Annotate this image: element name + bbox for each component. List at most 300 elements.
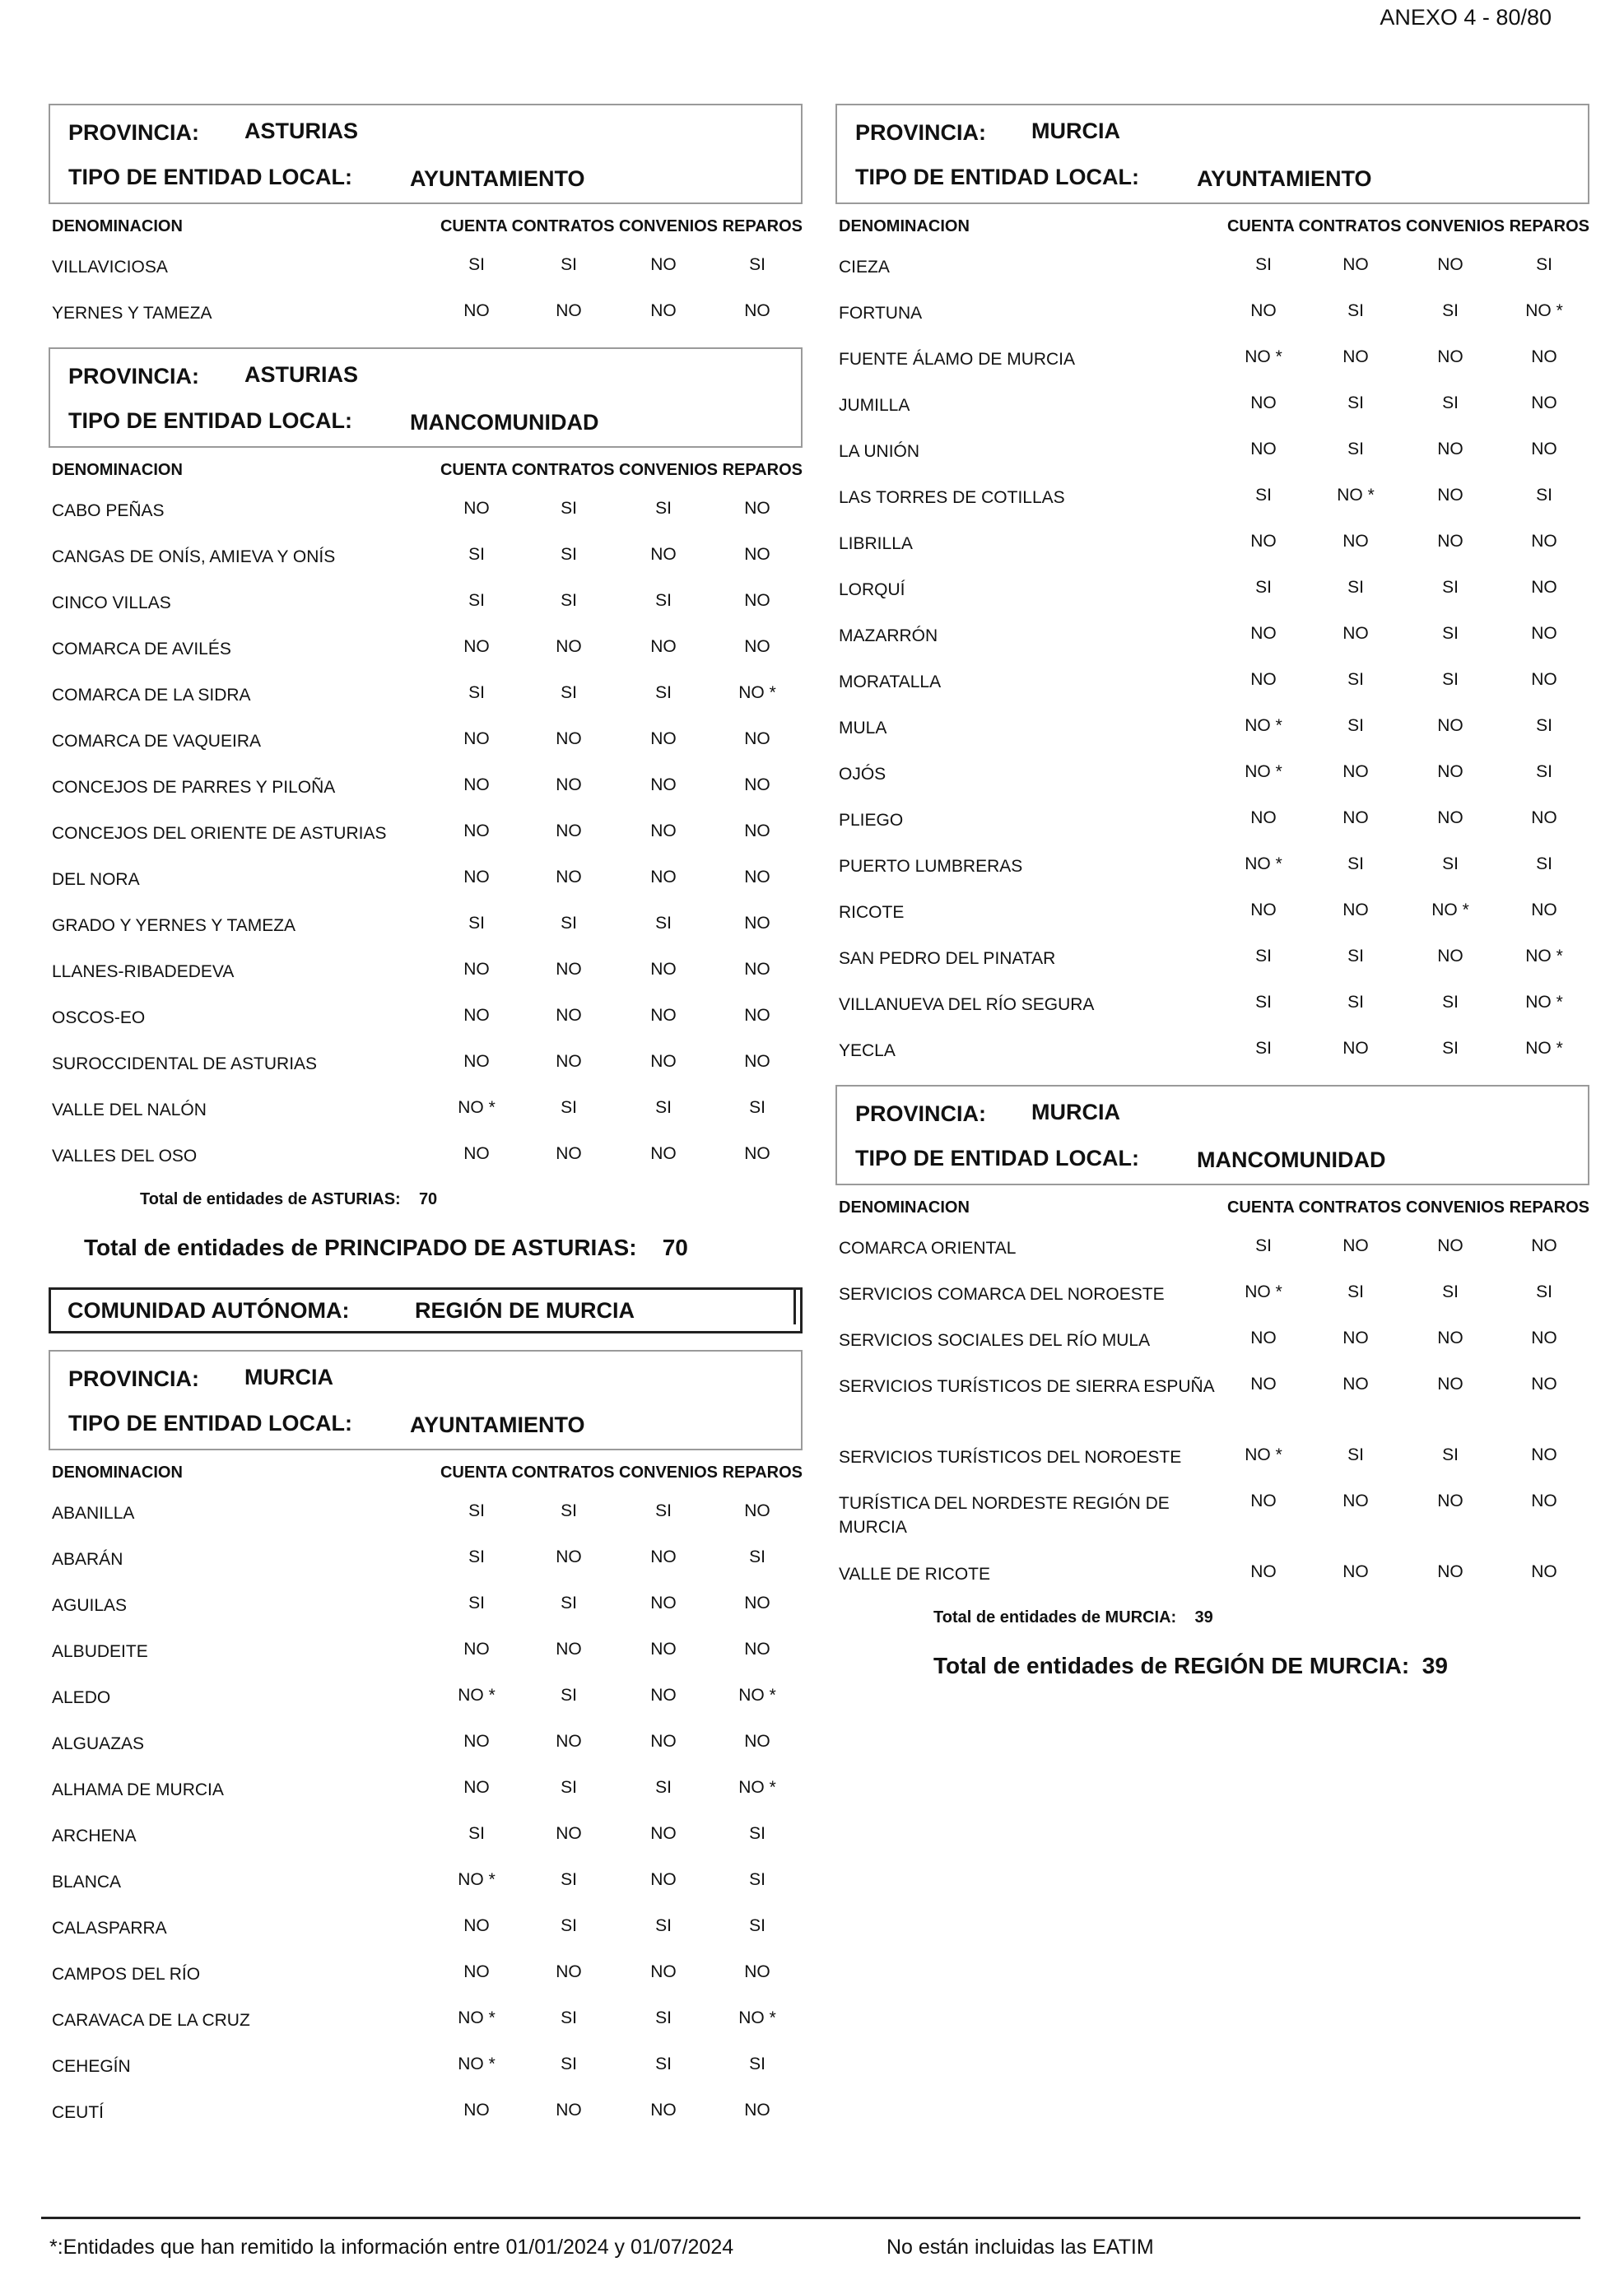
convenios-value: NO (1437, 716, 1463, 735)
entity-name: VALLES DEL OSO (52, 1147, 198, 1166)
convenios-value: NO (650, 637, 677, 656)
cuenta-value: SI (1255, 947, 1272, 966)
contratos-value: NO (1342, 762, 1369, 781)
cuenta-value: NO (463, 499, 490, 518)
table-row (49, 810, 803, 856)
table-row (49, 1720, 803, 1766)
entity-name: CEHEGÍN (52, 2057, 131, 2076)
reparos-value: NO (1531, 440, 1557, 458)
table-row (49, 1905, 803, 1951)
table-row (835, 428, 1589, 474)
subtotal-value: 70 (418, 1190, 438, 1208)
table-row (835, 1551, 1589, 1597)
contratos-value: SI (1347, 993, 1364, 1012)
contratos-value: NO (556, 868, 582, 887)
reparos-value: NO (744, 775, 770, 794)
reparos-value: NO (744, 1962, 770, 1981)
convenios-value: NO (1437, 440, 1463, 458)
convenios-value: NO (650, 1870, 677, 1889)
reparos-value: NO * (738, 2008, 776, 2027)
contratos-value: NO (1342, 1039, 1369, 1058)
entity-name: OJÓS (839, 765, 886, 784)
convenios-value: NO (650, 1052, 677, 1071)
convenios-value: NO (1437, 1562, 1463, 1581)
subtotal (835, 1608, 1589, 1641)
cuenta-value: NO * (1245, 1282, 1282, 1301)
convenios-value: SI (655, 1098, 672, 1117)
cuenta-value: NO (463, 637, 490, 656)
entity-list (49, 487, 803, 1179)
table-row (49, 672, 803, 718)
reparos-value: NO * (738, 1778, 776, 1797)
reparos-value: NO * (1525, 301, 1563, 320)
cuenta-value: SI (468, 914, 485, 933)
reparos-value: SI (749, 1098, 765, 1117)
convenios-value: SI (1442, 578, 1459, 597)
convenios-value: NO (650, 1640, 677, 1659)
reparos-value: SI (1536, 255, 1552, 274)
entity-name: LLANES-RIBADEDEVA (52, 962, 235, 981)
contratos-value: NO (1342, 901, 1369, 919)
table-row (49, 1582, 803, 1628)
reparos-value: NO * (1525, 1039, 1563, 1058)
convenios-value: NO (650, 1732, 677, 1751)
convenios-value: SI (1442, 1282, 1459, 1301)
contratos-value: SI (561, 1098, 577, 1117)
reparos-value: SI (749, 1870, 765, 1889)
entity-name: VILLANUEVA DEL RÍO SEGURA (839, 995, 1095, 1014)
cuenta-value: NO (463, 1778, 490, 1797)
contratos-value: SI (561, 591, 577, 610)
cuenta-value: SI (1255, 486, 1272, 505)
convenios-value: SI (1442, 1445, 1459, 1464)
convenios-value: SI (655, 591, 672, 610)
entity-name: YERNES Y TAMEZA (52, 304, 212, 323)
contratos-value: SI (1347, 440, 1364, 458)
contratos-value: NO (556, 1006, 582, 1025)
contratos-value: SI (1347, 1282, 1364, 1301)
entity-name: CALASPARRA (52, 1919, 167, 1938)
table-row (49, 1536, 803, 1582)
contratos-value: NO (556, 1640, 582, 1659)
contratos-value: SI (561, 1778, 577, 1797)
reparos-value: NO (744, 1052, 770, 1071)
contratos-value: NO * (1337, 486, 1375, 505)
contratos-value: SI (561, 1501, 577, 1520)
comunidad-label: COMUNIDAD AUTÓNOMA: (67, 1297, 350, 1323)
cuenta-value: NO (1250, 1492, 1277, 1510)
contratos-value: NO (1342, 1329, 1369, 1347)
table-row (49, 2043, 803, 2089)
convenios-value: NO (650, 1547, 677, 1566)
cuenta-value: NO (1250, 670, 1277, 689)
convenios-value: NO (650, 2101, 677, 2120)
contratos-value: NO (1342, 1236, 1369, 1255)
table-row (835, 474, 1589, 520)
convenios-value: SI (1442, 993, 1459, 1012)
contratos-value: SI (1347, 1445, 1364, 1464)
reparos-value: NO (1531, 347, 1557, 366)
tipo-label: TIPO DE ENTIDAD LOCAL: (855, 165, 1139, 189)
cuenta-value: SI (468, 545, 485, 564)
entity-name: CAMPOS DEL RÍO (52, 1965, 201, 1984)
table-row (49, 487, 803, 533)
entity-list (835, 244, 1589, 1073)
cuenta-value: NO (1250, 624, 1277, 643)
tipo-label: TIPO DE ENTIDAD LOCAL: (68, 165, 352, 189)
table-row (835, 612, 1589, 659)
cuenta-value: NO (463, 821, 490, 840)
table-row (835, 290, 1589, 336)
contratos-value: SI (1347, 670, 1364, 689)
table-row (835, 1027, 1589, 1073)
entity-name: ALGUAZAS (52, 1734, 145, 1753)
tipo-value: AYUNTAMIENTO (410, 1412, 585, 1437)
comunidad-value: REGIÓN DE MURCIA (415, 1297, 635, 1323)
entity-name: JUMILLA (839, 396, 910, 415)
cuenta-value: NO * (458, 1686, 496, 1705)
table-row (49, 1628, 803, 1674)
table-row (49, 718, 803, 764)
cuenta-value: NO (463, 1732, 490, 1751)
table-row (49, 764, 803, 810)
contratos-value: NO (1342, 255, 1369, 274)
reparos-value: NO (1531, 1562, 1557, 1581)
right-column (835, 104, 1589, 1691)
table-row (49, 579, 803, 626)
contratos-value: SI (561, 683, 577, 702)
cuenta-value: NO (463, 1916, 490, 1935)
cuenta-value: NO (1250, 1329, 1277, 1347)
provincia-label: PROVINCIA: (68, 120, 200, 145)
provincia-value: MURCIA (244, 1365, 333, 1389)
cuenta-value: SI (468, 255, 485, 274)
tipo-value: AYUNTAMIENTO (1197, 166, 1372, 191)
table-row (49, 2089, 803, 2135)
reparos-value: NO (1531, 670, 1557, 689)
convenios-value: NO (650, 1594, 677, 1613)
footer-note: *:Entidades que han remitido la información entre 01/01/2024 y 01/07/2024 (49, 2236, 734, 2259)
col-denominacion: DENOMINACION (52, 460, 183, 479)
entity-name: SERVICIOS TURÍSTICOS DE SIERRA ESPUÑA (839, 1377, 1215, 1396)
convenios-value: NO (1437, 1329, 1463, 1347)
reparos-value: NO (1531, 393, 1557, 412)
cuenta-value: NO (1250, 301, 1277, 320)
entity-name: VALLE DE RICOTE (839, 1565, 990, 1584)
subtotal (49, 1190, 803, 1223)
contratos-value: SI (561, 914, 577, 933)
convenios-value: NO (1437, 255, 1463, 274)
convenios-value: SI (1442, 301, 1459, 320)
reparos-value: NO (1531, 532, 1557, 551)
cuenta-value: NO * (458, 1098, 496, 1117)
table-row (49, 1040, 803, 1087)
convenios-value: NO (1437, 762, 1463, 781)
cuenta-value: NO (463, 775, 490, 794)
table-row (49, 1674, 803, 1720)
cuenta-value: NO (463, 301, 490, 320)
cuenta-value: NO (1250, 1562, 1277, 1581)
entity-name: LORQUÍ (839, 580, 905, 599)
contratos-value: SI (1347, 854, 1364, 873)
cuenta-value: SI (468, 683, 485, 702)
contratos-value: SI (561, 545, 577, 564)
provincia-value: MURCIA (1031, 1100, 1120, 1124)
cuenta-value: NO (463, 1144, 490, 1163)
divider-line (793, 1288, 796, 1324)
reparos-value: NO (1531, 901, 1557, 919)
entity-name: LA UNIÓN (839, 442, 920, 461)
col-values-header: CUENTA CONTRATOS CONVENIOS REPAROS (1226, 216, 1589, 235)
convenios-value: NO (650, 821, 677, 840)
cuenta-value: SI (468, 1547, 485, 1566)
reparos-value: NO (744, 729, 770, 748)
cuenta-value: NO (463, 1962, 490, 1981)
table-row (49, 902, 803, 948)
entity-name: DEL NORA (52, 870, 140, 889)
tipo-label: TIPO DE ENTIDAD LOCAL: (68, 1411, 352, 1436)
convenios-value: SI (1442, 854, 1459, 873)
reparos-value: NO (744, 1144, 770, 1163)
cuenta-value: SI (468, 591, 485, 610)
provincia-label: PROVINCIA: (68, 1366, 200, 1391)
entity-name: ARCHENA (52, 1827, 137, 1845)
entity-name: SAN PEDRO DEL PINATAR (839, 949, 1056, 968)
col-values-header: CUENTA CONTRATOS CONVENIOS REPAROS (440, 460, 803, 479)
table-header (49, 1460, 803, 1485)
contratos-value: NO (1342, 1562, 1369, 1581)
convenios-value: SI (655, 499, 672, 518)
cuenta-value: SI (468, 1501, 485, 1520)
tipo-label: TIPO DE ENTIDAD LOCAL: (68, 408, 352, 433)
contratos-value: SI (1347, 947, 1364, 966)
cuenta-value: NO * (1245, 1445, 1282, 1464)
region-total-label: Total de entidades de PRINCIPADO DE ASTURIAS: (84, 1235, 637, 1260)
reparos-value: SI (749, 1916, 765, 1935)
contratos-value: NO (556, 2101, 582, 2120)
entity-name: FORTUNA (839, 304, 923, 323)
entity-list (49, 1490, 803, 2135)
table-row (835, 843, 1589, 889)
table-row (49, 994, 803, 1040)
contratos-value: SI (1347, 301, 1364, 320)
reparos-value: SI (749, 1824, 765, 1843)
convenios-value: SI (1442, 670, 1459, 689)
table-row (49, 1951, 803, 1997)
convenios-value: NO * (1431, 901, 1469, 919)
table-row (49, 1133, 803, 1179)
provincia-value: ASTURIAS (244, 362, 359, 387)
col-denominacion: DENOMINACION (839, 216, 970, 235)
convenios-value: NO (650, 1962, 677, 1981)
cuenta-value: SI (1255, 1039, 1272, 1058)
table-row (49, 1859, 803, 1905)
convenios-value: NO (650, 1144, 677, 1163)
table-row (49, 1813, 803, 1859)
contratos-value: SI (561, 2008, 577, 2027)
contratos-value: NO (1342, 1375, 1369, 1394)
page-header: ANEXO 4 - 80/80 (1380, 5, 1552, 30)
reparos-value: NO (1531, 1375, 1557, 1394)
tipo-label: TIPO DE ENTIDAD LOCAL: (855, 1146, 1139, 1170)
entity-name: MULA (839, 719, 887, 738)
cuenta-value: NO * (458, 2008, 496, 2027)
reparos-value: NO (744, 821, 770, 840)
reparos-value: SI (749, 255, 765, 274)
convenios-value: SI (1442, 1039, 1459, 1058)
convenios-value: NO (650, 729, 677, 748)
table-row (835, 705, 1589, 751)
cuenta-value: NO (463, 1006, 490, 1025)
table-row (835, 1225, 1589, 1271)
reparos-value: NO (744, 545, 770, 564)
cuenta-value: SI (1255, 1236, 1272, 1255)
cuenta-value: NO (463, 1640, 490, 1659)
entity-name: PLIEGO (839, 811, 904, 830)
cuenta-value: NO (1250, 440, 1277, 458)
entity-name: LIBRILLA (839, 534, 913, 553)
convenios-value: NO (650, 1686, 677, 1705)
table-row (835, 1317, 1589, 1363)
reparos-value: NO (1531, 624, 1557, 643)
entity-block-header (49, 1350, 803, 1450)
contratos-value: SI (561, 255, 577, 274)
table-row (49, 626, 803, 672)
convenios-value: NO (1437, 347, 1463, 366)
cuenta-value: SI (1255, 993, 1272, 1012)
cuenta-value: SI (1255, 255, 1272, 274)
cuenta-value: NO * (1245, 347, 1282, 366)
contratos-value: NO (556, 1732, 582, 1751)
convenios-value: NO (650, 868, 677, 887)
table-row (835, 797, 1589, 843)
cuenta-value: NO (1250, 901, 1277, 919)
reparos-value: NO (1531, 1236, 1557, 1255)
convenios-value: NO (1437, 1492, 1463, 1510)
provincia-label: PROVINCIA: (68, 364, 200, 389)
entity-name: OSCOS-EO (52, 1008, 146, 1027)
table-row (49, 1766, 803, 1813)
reparos-value: NO (744, 637, 770, 656)
col-values-header: CUENTA CONTRATOS CONVENIOS REPAROS (440, 216, 803, 235)
col-denominacion: DENOMINACION (52, 216, 183, 235)
convenios-value: NO (1437, 947, 1463, 966)
contratos-value: NO (556, 1824, 582, 1843)
convenios-value: NO (650, 1824, 677, 1843)
reparos-value: NO (744, 1640, 770, 1659)
entity-name: COMARCA DE VAQUEIRA (52, 732, 261, 751)
provincia-value: ASTURIAS (244, 119, 359, 143)
contratos-value: NO (556, 1547, 582, 1566)
region-total-label: Total de entidades de REGIÓN DE MURCIA: (933, 1653, 1410, 1678)
table-row (835, 520, 1589, 566)
reparos-value: NO (744, 960, 770, 979)
table-row (49, 856, 803, 902)
cuenta-value: NO * (458, 2055, 496, 2073)
convenios-value: NO (650, 1006, 677, 1025)
convenios-value: NO (650, 545, 677, 564)
entity-name: TURÍSTICA DEL NORDESTE REGIÓN DE MURCIA (839, 1494, 1170, 1537)
entity-name: COMARCA DE AVILÉS (52, 640, 231, 659)
convenios-value: NO (650, 255, 677, 274)
entity-name: CANGAS DE ONÍS, AMIEVA Y ONÍS (52, 547, 336, 566)
reparos-value: SI (1536, 486, 1552, 505)
cuenta-value: SI (1255, 578, 1272, 597)
cuenta-value: NO (463, 2101, 490, 2120)
contratos-value: NO (556, 637, 582, 656)
region-total-value: 39 (1422, 1653, 1448, 1678)
table-row (835, 1363, 1589, 1434)
entity-name: CONCEJOS DEL ORIENTE DE ASTURIAS (52, 824, 387, 843)
cuenta-value: NO * (458, 1870, 496, 1889)
reparos-value: NO (744, 301, 770, 320)
cuenta-value: NO * (1245, 854, 1282, 873)
entity-name: ALEDO (52, 1688, 111, 1707)
reparos-value: NO (744, 2101, 770, 2120)
convenios-value: SI (655, 1778, 672, 1797)
reparos-value: NO (744, 1006, 770, 1025)
table-row (49, 1490, 803, 1536)
entity-name: AGUILAS (52, 1596, 128, 1615)
contratos-value: SI (561, 1870, 577, 1889)
contratos-value: SI (561, 1686, 577, 1705)
entity-name: BLANCA (52, 1873, 122, 1892)
reparos-value: NO (1531, 808, 1557, 827)
reparos-value: NO * (738, 1686, 776, 1705)
convenios-value: NO (1437, 532, 1463, 551)
subtotal-value: 39 (1194, 1608, 1213, 1626)
contratos-value: NO (556, 775, 582, 794)
contratos-value: NO (556, 1962, 582, 1981)
table-row (49, 1087, 803, 1133)
reparos-value: NO (744, 868, 770, 887)
table-row (49, 533, 803, 579)
tipo-value: MANCOMUNIDAD (1197, 1147, 1386, 1172)
contratos-value: SI (1347, 578, 1364, 597)
reparos-value: NO * (738, 683, 776, 702)
entity-name: YECLA (839, 1041, 896, 1060)
reparos-value: NO * (1525, 993, 1563, 1012)
cuenta-value: SI (468, 1594, 485, 1613)
entity-name: SUROCCIDENTAL DE ASTURIAS (52, 1054, 318, 1073)
contratos-value: NO (1342, 1492, 1369, 1510)
convenios-value: SI (655, 2008, 672, 2027)
cuenta-value: NO (463, 729, 490, 748)
entity-name: CARAVACA DE LA CRUZ (52, 2011, 250, 2030)
table-row (835, 566, 1589, 612)
cuenta-value: NO * (1245, 762, 1282, 781)
table-row (835, 751, 1589, 797)
contratos-value: NO (1342, 624, 1369, 643)
footer-exclusion-note: No están incluidas las EATIM (886, 2236, 1154, 2259)
subtotal-label: Total de entidades de ASTURIAS: (140, 1190, 401, 1208)
contratos-value: NO (1342, 532, 1369, 551)
entity-list (49, 244, 803, 336)
provincia-label: PROVINCIA: (855, 1101, 987, 1126)
contratos-value: SI (1347, 393, 1364, 412)
entity-name: SERVICIOS COMARCA DEL NOROESTE (839, 1285, 1165, 1304)
reparos-value: SI (1536, 854, 1552, 873)
table-row (49, 1997, 803, 2043)
cuenta-value: NO (1250, 532, 1277, 551)
convenios-value: NO (1437, 486, 1463, 505)
entity-name: ALBUDEITE (52, 1642, 148, 1661)
table-header (49, 214, 803, 239)
col-denominacion: DENOMINACION (839, 1198, 970, 1217)
contratos-value: SI (561, 1916, 577, 1935)
comunidad-box (49, 1287, 803, 1333)
reparos-value: NO (1531, 1445, 1557, 1464)
